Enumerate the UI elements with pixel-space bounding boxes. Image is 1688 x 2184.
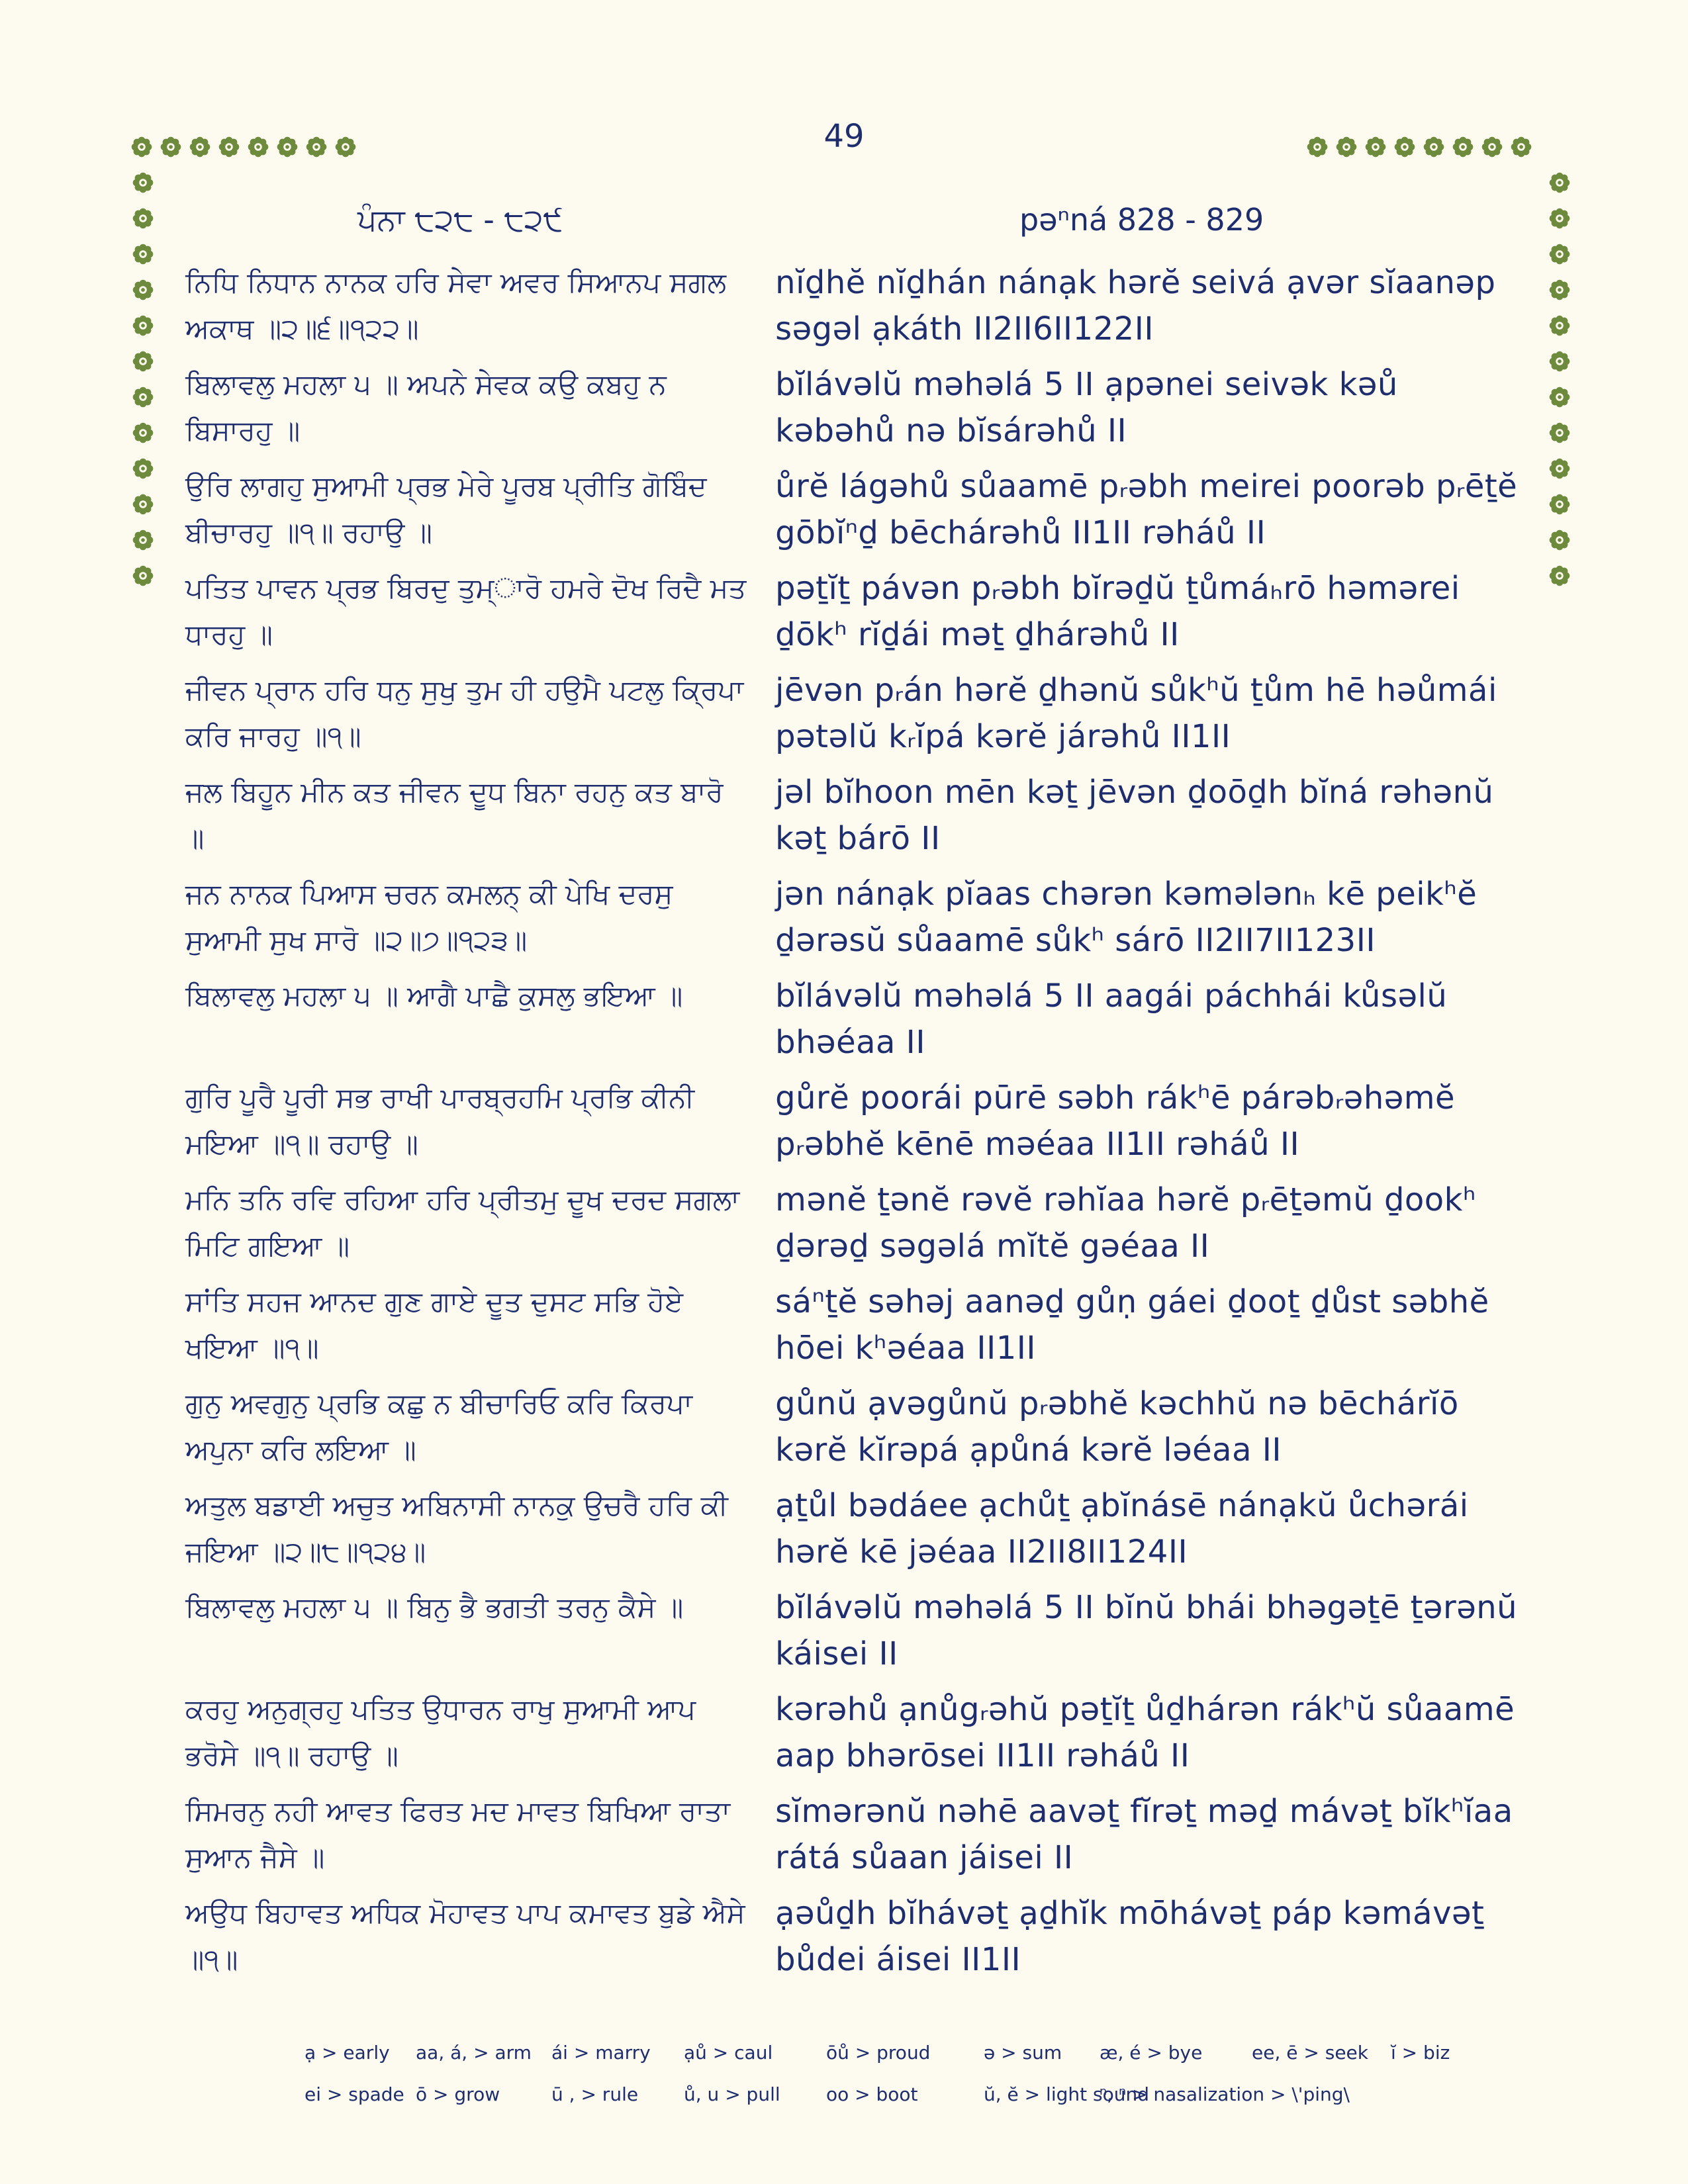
gurmukhi-verse: ਸਾਂਤਿ ਸਹਜ ਆਨਦ ਗੁਣ ਗਾਏ ਦੂਤ ਦੁਸਟ ਸਭਿ ਹੋਏ ਖਇਆ ॥੧॥ [185,1285,684,1364]
verse-row [185,1890,1523,1983]
verse-row [185,769,1523,862]
page-number: 49 [823,118,865,155]
flower-ornament-icon [334,135,357,159]
transliteration-verse: mənĕ ṯənĕ rəvĕ rəhĭaa hərĕ pᵣēṯəmŭ ḏookʰ ḏərəḏ səgəlá mĭtĕ gəéaa II [775,1181,1476,1265]
gurmukhi-verse: ਉਰਿ ਲਾਗਹੁ ਸੁਆਮੀ ਪ੍ਰਭ ਮੇਰੇ ਪੂਰਬ ਪ੍ਰੀਤਿ ਗੋਬਿੰਦ ਬੀਚਾਰਹੁ ॥੧॥ ਰਹਾਉ ॥ [185,470,707,549]
transliteration-verse: sáⁿṯĕ səhəj aanəḏ gůṇ gáei ḏooṯ ḏůst səbhĕ hōei kʰəéaa II1II [775,1283,1489,1367]
flower-ornament-icon [1364,135,1387,159]
transliteration-verse: nĭḏhĕ nĭḏhán nánạk hərĕ seivá ạvər sĭaanəp səgəl ạkáth II2II6II122II [775,264,1496,347]
legend-item: ei > spade [305,2083,404,2105]
flower-ornament-icon [1509,135,1533,159]
gurmukhi-verse: ਪਤਿਤ ਪਾਵਨ ਪ੍ਰਭ ਬਿਰਦੁ ਤੁਮ੍ਾਰੋ ਹਮਰੇ ਦੋਖ ਰਿਦੈ ਮਤ ਧਾਰਹੁ ॥ [185,572,747,651]
gurmukhi-verse: ਜਨ ਨਾਨਕ ਪਿਆਸ ਚਰਨ ਕਮਲਨ੍ ਕੀ ਪੇਖਿ ਦਰਸੁ ਸੁਆਮੀ ਸੁਖ ਸਾਰੋ ॥੨॥੭॥੧੨੩॥ [185,878,673,956]
verse-row [185,1177,1523,1269]
flower-ornament-icon [1548,314,1571,338]
transliteration-verse: pəṯĭṯ pávən pᵣəbh bĭrəḏŭ ṯůmáₕrō həmərei ḏōkʰ rĭḏái məṯ ḏhárəhů II [775,570,1460,653]
transliteration-verse: ůrĕ lágəhů sůaamē pᵣəbh meirei poorəb pᵣēṯĕ gōbĭⁿḏ bēchárəhů II1II rəháů II [775,468,1518,551]
gurmukhi-verse: ਅਉਧ ਬਿਹਾਵਤ ਅਧਿਕ ਮੋਹਾਵਤ ਪਾਪ ਕਮਾਵਤ ਬੁਡੇ ਐਸੇ ॥੧॥ [185,1897,745,1976]
legend-item: ĭ > biz [1391,2042,1450,2064]
gurmukhi-verse: ਗੁਨੁ ਅਵਗੁਨੁ ਪ੍ਰਭਿ ਕਛੁ ਨ ਬੀਚਾਰਿਓ ਕਰਿ ਕਿਰਪਾ ਅਪੁਨਾ ਕਰਿ ਲਇਆ ॥ [185,1387,693,1466]
verse-row [185,361,1523,454]
gurmukhi-verse: ਗੁਰਿ ਪੂਰੈ ਪੂਰੀ ਸਭ ਰਾਖੀ ਪਾਰਬ੍ਰਹਮਿ ਪ੍ਰਭਿ ਕੀਨੀ ਮਇਆ ॥੧॥ ਰਹਾਉ ॥ [185,1081,695,1160]
flower-ornament-icon [1305,135,1329,159]
transliteration-verse: sĭmərənŭ nəhē aavəṯ fĭrəṯ məḏ mávəṯ bĭkʰĭaa rátá sůaan jáisei II [775,1793,1513,1876]
legend-item: aa, á, > arm [416,2042,532,2064]
verse-row [185,973,1523,1066]
flower-ornament-icon [1451,135,1475,159]
flower-ornament-icon [1548,349,1571,373]
pronunciation-legend [305,2042,1470,2125]
gurmukhi-verse: ਅਤੁਲ ਬਡਾਈ ਅਚੁਤ ਅਬਿਨਾਸੀ ਨਾਨਕੁ ਉਚਰੈ ਹਰਿ ਕੀ ਜਇਆ ॥੨॥੮॥੧੨੪॥ [185,1489,728,1568]
gurmukhi-page-header: ਪੰਨਾ ੮੨੮ - ੮੨੯ [357,202,563,238]
ornament-top-left [130,135,357,159]
flower-ornament-icon [217,135,241,159]
legend-item: ū , > rule [551,2083,639,2105]
flower-ornament-icon [131,385,155,409]
transliteration-verse: bĭlávəlŭ məhəlá 5 II ạpənei seivək kəů kəbəhů nə bĭsárəhů II [775,366,1398,449]
gurmukhi-verse: ਮਨਿ ਤਨਿ ਰਵਿ ਰਹਿਆ ਹਰਿ ਪ੍ਰੀਤਮੁ ਦੂਖ ਦਰਦ ਸਗਲਾ ਮਿਟਿ ਗਇਆ ॥ [185,1183,740,1262]
legend-item: ái > marry [551,2042,651,2064]
flower-ornament-icon [275,135,299,159]
ornament-top-right [1305,135,1533,159]
flower-ornament-icon [1548,457,1571,480]
verse-list [185,259,1523,1992]
flower-ornament-icon [131,349,155,373]
flower-ornament-icon [131,564,155,588]
verse-row [185,1279,1523,1371]
transliteration-verse: kərəhů ạnůgᵣəhŭ pəṯĭṯ ůḏhárən rákʰŭ sůaamē aap bhərōsei II1II rəháů II [775,1691,1515,1774]
legend-item: ə > sum [984,2042,1062,2064]
flower-ornament-icon [1480,135,1504,159]
flower-ornament-icon [1335,135,1358,159]
flower-ornament-icon [1548,564,1571,588]
verse-row [185,1381,1523,1473]
flower-ornament-icon [131,528,155,552]
legend-item: ạ > early [305,2042,390,2064]
transliteration-verse: gůrĕ poorái pūrē səbh rákʰē párəbᵣəhəmĕ pᵣəbhĕ kēnē məéaa II1II rəháů II [775,1079,1456,1163]
legend-item: ⁿ, ⁿ > nasalization > \'ping\ [1100,2083,1350,2105]
flower-ornament-icon [131,242,155,266]
flower-ornament-icon [1548,385,1571,409]
verse-row [185,871,1523,964]
verse-row [185,1584,1523,1677]
verse-row [185,259,1523,352]
legend-item: ee, ē > seek [1252,2042,1368,2064]
verse-row [185,1686,1523,1779]
transliteration-verse: gůnŭ ạvəgůnŭ pᵣəbhĕ kəchhŭ nə bēchárĭō kərĕ kĭrəpá ạpůná kərĕ ləéaa II [775,1385,1459,1469]
transliteration-page-header: pəⁿná 828 - 829 [1019,202,1264,238]
flower-ornament-icon [1548,492,1571,516]
legend-item: ạů > caul [684,2042,773,2064]
flower-ornament-icon [131,492,155,516]
gurmukhi-verse: ਜਲ ਬਿਹੂਨ ਮੀਨ ਕਤ ਜੀਵਨ ਦੂਧ ਬਿਨਾ ਰਹਨੁ ਕਤ ਬਾਰੋ ॥ [185,776,724,854]
flower-ornament-icon [131,421,155,445]
gurmukhi-verse: ਨਿਧਿ ਨਿਧਾਨ ਨਾਨਕ ਹਰਿ ਸੇਵਾ ਅਵਰ ਸਿਆਨਪ ਸਗਲ ਅਕਾਥ ॥੨॥੬॥੧੨੨॥ [185,266,727,345]
flower-ornament-icon [131,278,155,302]
flower-ornament-icon [1548,528,1571,552]
gurmukhi-verse: ਬਿਲਾਵਲੁ ਮਹਲਾ ੫ ॥ ਬਿਨੁ ਭੈ ਭਗਤੀ ਤਰਨੁ ਕੈਸੇ ॥ [185,1591,684,1623]
verse-row [185,1788,1523,1881]
flower-ornament-icon [131,457,155,480]
legend-item: ōů > proud [826,2042,931,2064]
verse-row [185,1482,1523,1575]
flower-ornament-icon [131,171,155,195]
flower-ornament-icon [159,135,183,159]
flower-ornament-icon [130,135,154,159]
legend-row [305,2042,1470,2064]
flower-ornament-icon [1548,421,1571,445]
flower-ornament-icon [1548,171,1571,195]
ornament-left-column [131,171,155,588]
verse-row [185,565,1523,658]
gurmukhi-verse: ਸਿਮਰਨੁ ਨਹੀ ਆਵਤ ਫਿਰਤ ਮਦ ਮਾਵਤ ਬਿਖਿਆ ਰਾਤਾ ਸੁਆਨ ਜੈਸੇ ॥ [185,1795,731,1874]
flower-ornament-icon [1393,135,1417,159]
gurmukhi-verse: ਬਿਲਾਵਲੁ ਮਹਲਾ ੫ ॥ ਆਗੈ ਪਾਛੈ ਕੁਸਲੁ ਭਇਆ ॥ [185,979,683,1012]
flower-ornament-icon [305,135,328,159]
legend-item: oo > boot [826,2083,918,2105]
transliteration-verse: ạṯůl bədáee ạchůṯ ạbĭnásē nánạkŭ ůchərái hərĕ kē jəéaa II2II8II124II [775,1487,1469,1570]
verse-row [185,667,1523,760]
legend-item: ŭ, ĕ > light sound [984,2083,1149,2105]
legend-row [305,2083,1470,2105]
flower-ornament-icon [1422,135,1446,159]
flower-ornament-icon [188,135,212,159]
transliteration-verse: jēvən pᵣán hərĕ ḏhənŭ sůkʰŭ ṯům hē həůmái pətəlŭ kᵣĭpá kərĕ járəhů II1II [775,672,1497,755]
flower-ornament-icon [131,314,155,338]
ornament-right-column [1548,171,1571,588]
verse-row [185,463,1523,556]
legend-item: æ, é > bye [1100,2042,1203,2064]
flower-ornament-icon [131,206,155,230]
transliteration-verse: jəl bĭhoon mēn kəṯ jēvən ḏoōḏh bĭná rəhənŭ kəṯ bárō II [775,774,1494,857]
flower-ornament-icon [1548,242,1571,266]
flower-ornament-icon [246,135,270,159]
transliteration-verse: ạəůḏh bĭhávəṯ ạḏhĭk mōhávəṯ páp kəmávəṯ bůdei áisei II1II [775,1895,1485,1978]
flower-ornament-icon [1548,278,1571,302]
transliteration-verse: bĭlávəlŭ məhəlá 5 II bĭnŭ bhái bhəgəṯē ṯərənŭ káisei II [775,1589,1518,1672]
gurmukhi-verse: ਬਿਲਾਵਲੁ ਮਹਲਾ ੫ ॥ ਅਪਨੇ ਸੇਵਕ ਕਉ ਕਬਹੁ ਨ ਬਿਸਾਰਹੁ ॥ [185,368,667,447]
verse-row [185,1075,1523,1167]
transliteration-verse: bĭlávəlŭ məhəlá 5 II aagái páchhái kůsəlŭ bhəéaa II [775,978,1448,1061]
legend-item: ů, u > pull [684,2083,780,2105]
flower-ornament-icon [1548,206,1571,230]
transliteration-verse: jən nánạk pĭaas chərən kəmələnₕ kē peikʰĕ ḏərəsŭ sůaamē sůkʰ sárō II2II7II123II [775,876,1477,959]
gurmukhi-verse: ਜੀਵਨ ਪ੍ਰਾਨ ਹਰਿ ਧਨੁ ਸੁਖੁ ਤੁਮ ਹੀ ਹਉਮੈ ਪਟਲੁ ਕ੍ਰਿਪਾ ਕਰਿ ਜਾਰਹੁ ॥੧॥ [185,674,744,752]
gurmukhi-verse: ਕਰਹੁ ਅਨੁਗ੍ਰਹੁ ਪਤਿਤ ਉਧਾਰਨ ਰਾਖੁ ਸੁਆਮੀ ਆਪ ਭਰੋਸੇ ॥੧॥ ਰਹਾਉ ॥ [185,1693,696,1772]
legend-item: ō > grow [416,2083,500,2105]
